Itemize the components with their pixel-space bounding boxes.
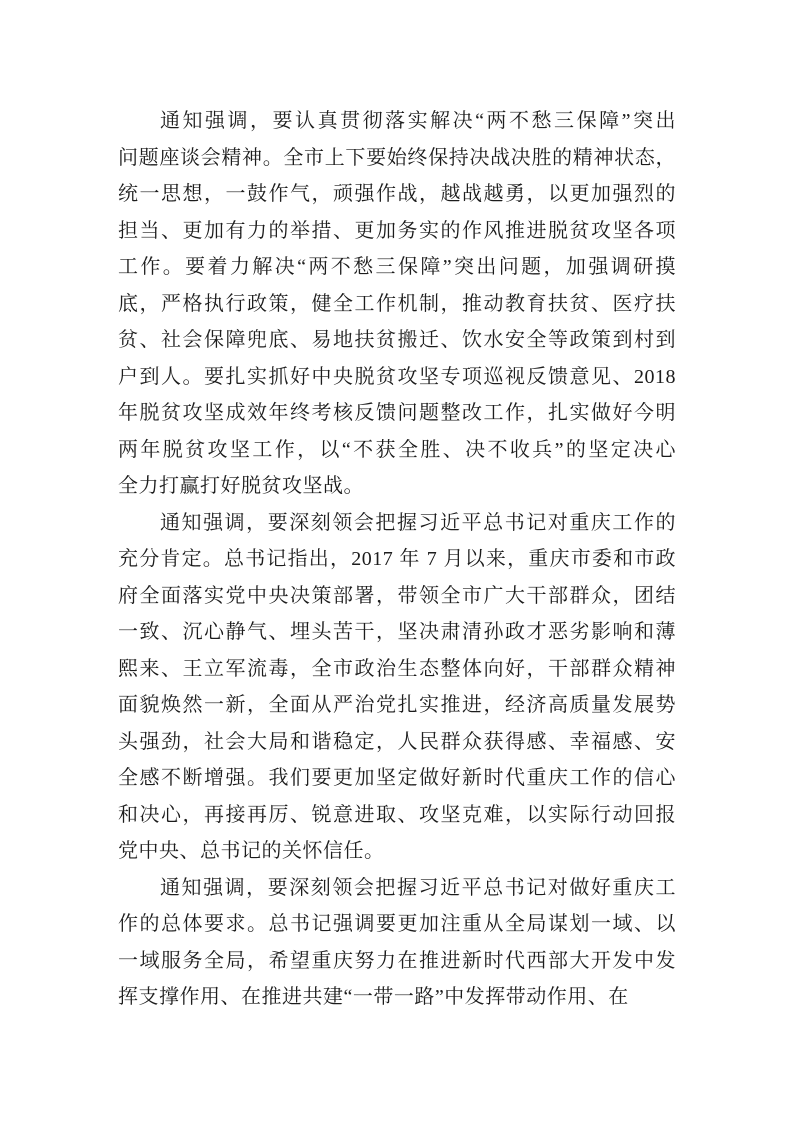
text-line: 和决心，再接再厉、锐意进取、攻坚克难，以实际行动回报	[118, 803, 676, 826]
text-line: 问题座谈会精神。全市上下要始终保持决战决胜的精神状态，	[118, 146, 676, 169]
text-line: 全力打赢打好脱贫攻坚战。	[118, 475, 364, 497]
text-line: 通知强调，要认真贯彻落实解决“两不愁三保障”突出	[160, 110, 676, 132]
paragraph-1	[118, 103, 676, 505]
document-text	[118, 103, 676, 1016]
text-line: 一致、沉心静气、埋头苦干，坚决肃清孙政才恶劣影响和薄	[118, 621, 676, 643]
text-line: 贫、社会保障兜底、易地扶贫搬迁、饮水安全等政策到村到	[118, 329, 676, 351]
text-line: 面貌焕然一新，全面从严治党扎实推进，经济高质量发展势	[118, 694, 676, 716]
text-line: 一域服务全局，希望重庆努力在推进新时代西部大开发中发	[118, 949, 676, 972]
text-line: 统一思想，一鼓作气，顽强作战，越战越勇，以更加强烈的	[118, 183, 676, 205]
text-line: 户到人。要扎实抓好中央脱贫攻坚专项巡视反馈意见、2018	[118, 365, 676, 388]
text-line: 年脱贫攻坚成效年终考核反馈问题整改工作，扎实做好今明	[118, 402, 676, 424]
text-line: 两年脱贫攻坚工作，以“不获全胜、决不收兵”的坚定决心	[118, 438, 676, 461]
text-line: 工作。要着力解决“两不愁三保障”突出问题，加强调研摸	[118, 256, 676, 278]
text-line: 挥支撑作用、在推进共建“一带一路”中发挥带动作用、在	[118, 986, 629, 1008]
text-line: 全感不断增强。我们要更加坚定做好新时代重庆工作的信心	[118, 767, 676, 789]
text-line: 作的总体要求。总书记强调要更加注重从全局谋划一域、以	[118, 913, 676, 935]
text-line: 担当、更加有力的举措、更加务实的作风推进脱贫攻坚各项	[118, 219, 676, 242]
text-line: 头强劲，社会大局和谐稳定，人民群众获得感、幸福感、安	[118, 730, 676, 753]
paragraph-2	[118, 505, 676, 870]
text-line: 熙来、王立军流毒，全市政治生态整体向好，干部群众精神	[118, 657, 676, 680]
text-line: 党中央、总书记的关怀信任。	[118, 840, 385, 862]
text-line: 通知强调，要深刻领会把握习近平总书记对做好重庆工	[160, 876, 676, 899]
text-line: 通知强调，要深刻领会把握习近平总书记对重庆工作的	[160, 511, 676, 534]
paragraph-3	[118, 870, 676, 1016]
text-line: 充分肯定。总书记指出，2017 年 7 月以来，重庆市委和市政	[118, 548, 676, 570]
text-line: 底，严格执行政策，健全工作机制，推动教育扶贫、医疗扶	[118, 292, 676, 315]
text-line: 府全面落实党中央决策部署，带领全市广大干部群众，团结	[118, 584, 676, 607]
